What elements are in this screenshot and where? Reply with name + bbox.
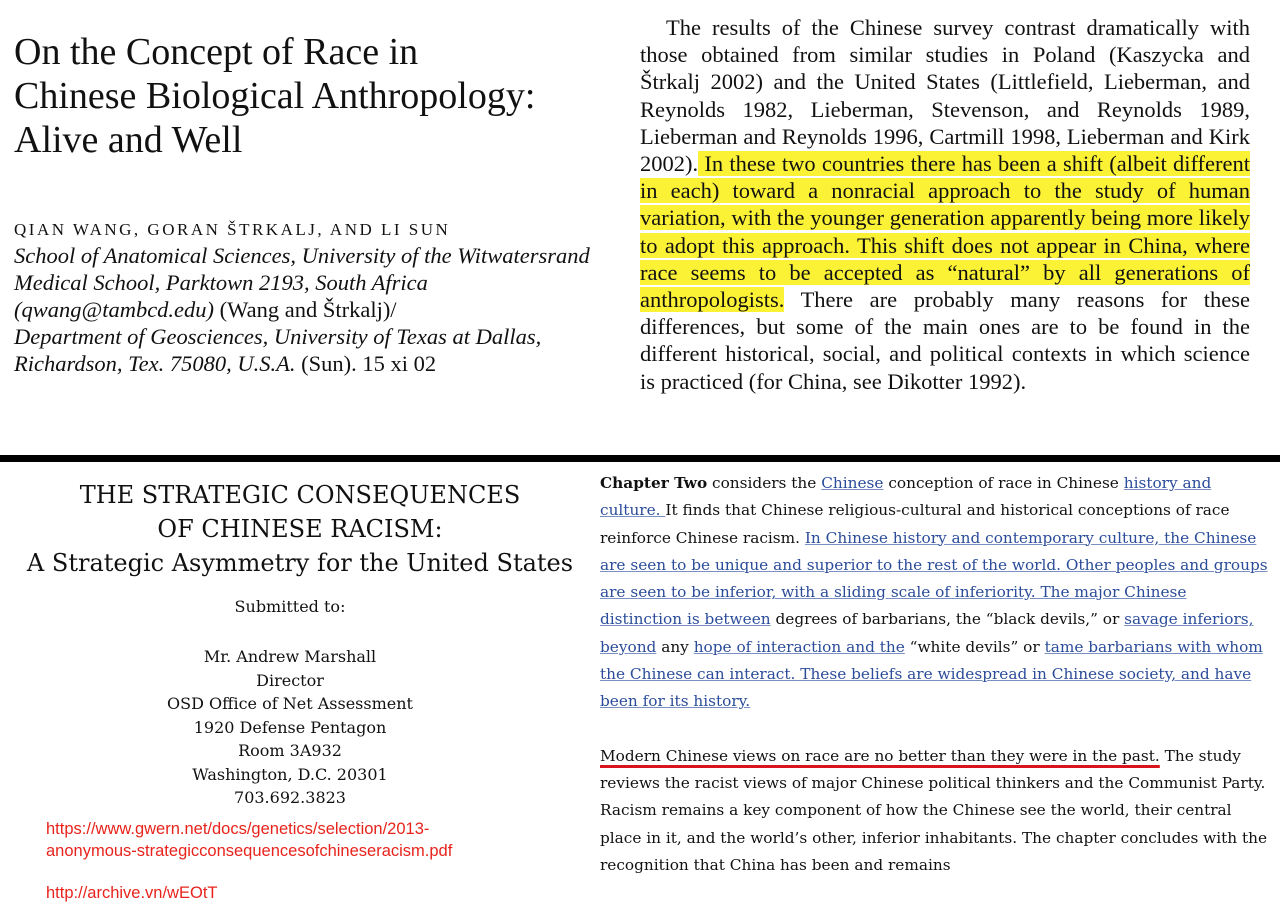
- highlighted-text: In these two countries there has been a shift (albeit different in each) toward a nonracial approach to the study of human variation, with the younger generation apparently being more likely to adopt this approach. This shift does not appear in China, where race seems to be accepted as “natural” by all generations of anthropologists.: [640, 151, 1250, 313]
- excerpt-paragraph: [600, 470, 1272, 716]
- report-title-line: A Strategic Asymmetry for the United States: [26, 549, 574, 577]
- paper-title-line: Chinese Biological Anthropology:: [14, 75, 536, 117]
- red-underlined-text: Modern Chinese views on race are no better than they were in the past.: [600, 746, 1160, 765]
- address-line: Director: [256, 670, 324, 690]
- affiliation-part: (Sun). 15 xi 02: [295, 351, 437, 376]
- affiliation-part: (Wang and Štrkalj)/: [214, 297, 397, 322]
- tracked-change-text: Chinese: [821, 474, 884, 492]
- paper-title-line: Alive and Well: [14, 119, 243, 161]
- report-excerpt: [600, 470, 1272, 879]
- excerpt-text: degrees of barbarians, the “black devils,” or: [770, 610, 1125, 629]
- paper-title: [14, 30, 614, 162]
- address-line: 1920 Defense Pentagon: [193, 717, 387, 737]
- tracked-change-text: hope of interaction and the: [693, 637, 905, 656]
- tracked-change-text: In Chinese history and contemporary culture, the Chinese are seen to be unique and superior to the rest of the world. Other peoples and groups are seen to be inferior, with a sliding scale of inferiority. The major Chinese distinction is between: [600, 528, 1268, 629]
- excerpt-text: The study reviews the racist views of major Chinese political thinkers and the Communist Party. Racism remains a key component of how the Chinese see the world, their central place in it, and the world’s other, inferior inhabitants. The chapter concludes with the recognition that China has been and remains: [600, 746, 1268, 874]
- excerpt-text: considers the: [707, 474, 822, 492]
- submitted-to-label: Submitted to:: [234, 597, 346, 616]
- link-line: anonymous-strategicconsequencesofchineseracism.pdf: [46, 842, 453, 860]
- article-excerpt-panel: [625, 0, 1280, 455]
- affiliation-part: School of Anatomical Sciences, University of the Witwatersrand Medical School, Parktown 2193, South Africa (qwang@tambcd.edu): [14, 243, 590, 322]
- tracked-change-text: savage inferiors, beyond: [600, 610, 1254, 656]
- report-title-line: THE STRATEGIC CONSEQUENCES: [79, 481, 521, 509]
- article-paragraph: [640, 14, 1250, 395]
- tracked-change-text: history and culture.: [600, 474, 1212, 520]
- report-title-line: OF CHINESE RACISM:: [157, 515, 443, 543]
- address-line: OSD Office of Net Assessment: [167, 694, 413, 713]
- affiliation-part: Department of Geosciences, University of Texas at Dallas, Richardson, Tex. 75080, U.S.A.: [14, 324, 542, 376]
- address-line: Washington, D.C. 20301: [192, 764, 388, 784]
- article-text: The results of the Chinese survey contrast dramatically with those obtained from similar studies in Poland (Kaszycka and Štrkalj 2002) and the United States (Littlefield, Lieberman, and Reynolds 1982, Lieberman, Stevenson, and Reynolds 1989, Lieberman and Reynolds 1996, Cartmill 1998, Lieberman and Kirk 2002).: [640, 15, 1250, 177]
- excerpt-text: “white devils” or: [904, 637, 1045, 656]
- recipient-address: [0, 645, 580, 810]
- excerpt-text: It finds that Chinese religious-cultural and historical conceptions of race reinforce Chinese racism.: [600, 501, 1230, 547]
- chapter-label: Chapter Two: [600, 474, 708, 492]
- section-divider: [0, 455, 1280, 462]
- link-line: https://www.gwern.net/docs/genetics/selection/2013-: [46, 820, 430, 838]
- paper-title-line: On the Concept of Race in: [14, 31, 419, 73]
- address-line: 703.692.3823: [234, 788, 346, 807]
- address-line: Room 3A932: [238, 741, 342, 760]
- excerpt-text: any: [656, 637, 694, 656]
- paper-title-panel: [0, 0, 625, 455]
- excerpt-paragraph: [600, 743, 1272, 879]
- excerpt-text: conception of race in Chinese: [883, 474, 1124, 492]
- report-title: [0, 478, 600, 580]
- archive-source-link[interactable]: http://archive.vn/wEOtT: [46, 884, 218, 902]
- gwern-source-link[interactable]: [46, 818, 586, 862]
- paper-affiliation: [14, 242, 614, 377]
- address-line: Mr. Andrew Marshall: [203, 647, 377, 666]
- paragraph-gap: [600, 716, 1272, 743]
- tracked-change-text: tame barbarians with whom the Chinese can interact. These beliefs are widespread in Chinese society, and have been for its history.: [600, 637, 1263, 711]
- paper-authors: QIAN WANG, GORAN ŠTRKALJ, AND LI SUN: [14, 220, 451, 239]
- article-text: There are probably many reasons for these differences, but some of the main ones are to be found in the different historical, social, and political contexts in which science is practiced (for China, see Dikotter 1992).: [640, 287, 1250, 394]
